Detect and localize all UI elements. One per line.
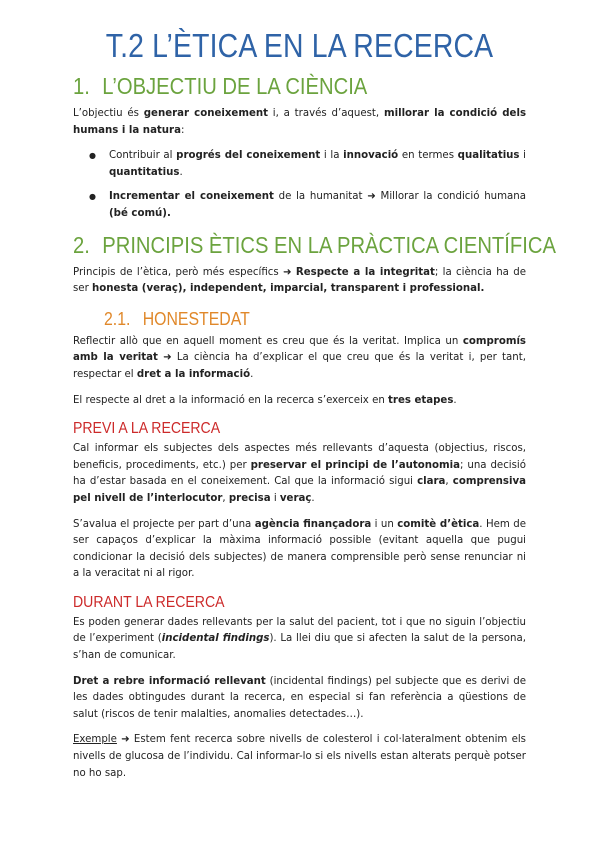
paragraph: Reflectir allò que en aquell moment es creu que és la veritat. Implica un compromís amb la veritat ➜ La ciència ha d’explicar el que creu que és la veritat i, per tant, respectar el dret a la informació. [73, 335, 526, 380]
section-heading-1 [73, 72, 463, 100]
section-number: 1. [73, 73, 90, 99]
stage-heading-before: PREVI A LA RECERCA [73, 420, 221, 438]
paragraph: Es poden generar dades rellevants per la salut del pacient, tot i que no siguin l’objectiu de l’experiment (incidental findings). La llei diu que si afecten la salut de la persona, s’han de comunicar. [73, 616, 526, 662]
list-item: ● Incrementar el coneixement de la humanitat ➜ Millorar la condició humana (bé comú). [109, 189, 526, 222]
stage-heading-during: DURANT LA RECERCA [73, 593, 225, 611]
subsection-title: HONESTEDAT [142, 308, 250, 329]
section-title: L’OBJECTIU DE LA CIÈNCIA [102, 73, 368, 99]
subsection-heading [104, 308, 475, 330]
page-title: T.2 L’ÈTICA EN LA RECERCA [105, 27, 494, 64]
subsection-number: 2.1. [104, 308, 131, 329]
paragraph: Principis de l’ètica, però més específics ➜ Respecte a la integritat; la ciència ha de ser honesta (veraç), independent, imparcial, transparent i professional. [73, 266, 526, 295]
paragraph: Exemple ➜ Estem fent recerca sobre nivells de colesterol i col·lateralment obtenim els nivells de glucosa de l’individu. Cal informar-lo si els nivells estan alterats perquè potser no ho sap. [73, 734, 526, 779]
paragraph: El respecte al dret a la informació en la recerca s’exerceix en tres etapes. [73, 394, 457, 406]
list-item: ● Contribuir al progrés del coneixement i la innovació en termes qualitatius i quantitatius. [109, 148, 526, 181]
paragraph: S’avalua el projecte per part d’una agència finançadora i un comitè d’ètica. Hem de ser capaços d’explicar la màxima informació possible (evitant aquella que pugui condicionar la decisió dels subjectes) de manera comprensible però sense renunciar ni a la veracitat ni al rigor. [73, 518, 526, 580]
section-title: PRINCIPIS ÈTICS EN LA PRÀCTICA CIENTÍFICA [102, 231, 556, 258]
paragraph: Cal informar els subjectes dels aspectes més rellevants d’aquesta (objectius, riscos, beneficis, procediments, etc.) per preservar el principi de l’autonomia; una decisió ha d’estar basada en el coneixement. Cal que la informació sigui clara, comprensiva pel nivell de l’interlocutor, precisa i veraç. [73, 443, 526, 504]
bullet-list [73, 148, 526, 222]
example-label: Exemple [73, 734, 117, 746]
section-number: 2. [73, 231, 90, 258]
paragraph: L’objectiu és generar coneixement i, a través d’aquest, millorar la condició dels humans i la natura: [73, 108, 527, 136]
section-heading-2 [73, 231, 556, 259]
paragraph: Dret a rebre informació rellevant (incidental findings) pel subjecte que es derivi de les dades obtingudes durant la recerca, en especial si fan referència a qüestions de salut (riscos de tenir malalties, anomalies detectades…). [73, 675, 527, 720]
